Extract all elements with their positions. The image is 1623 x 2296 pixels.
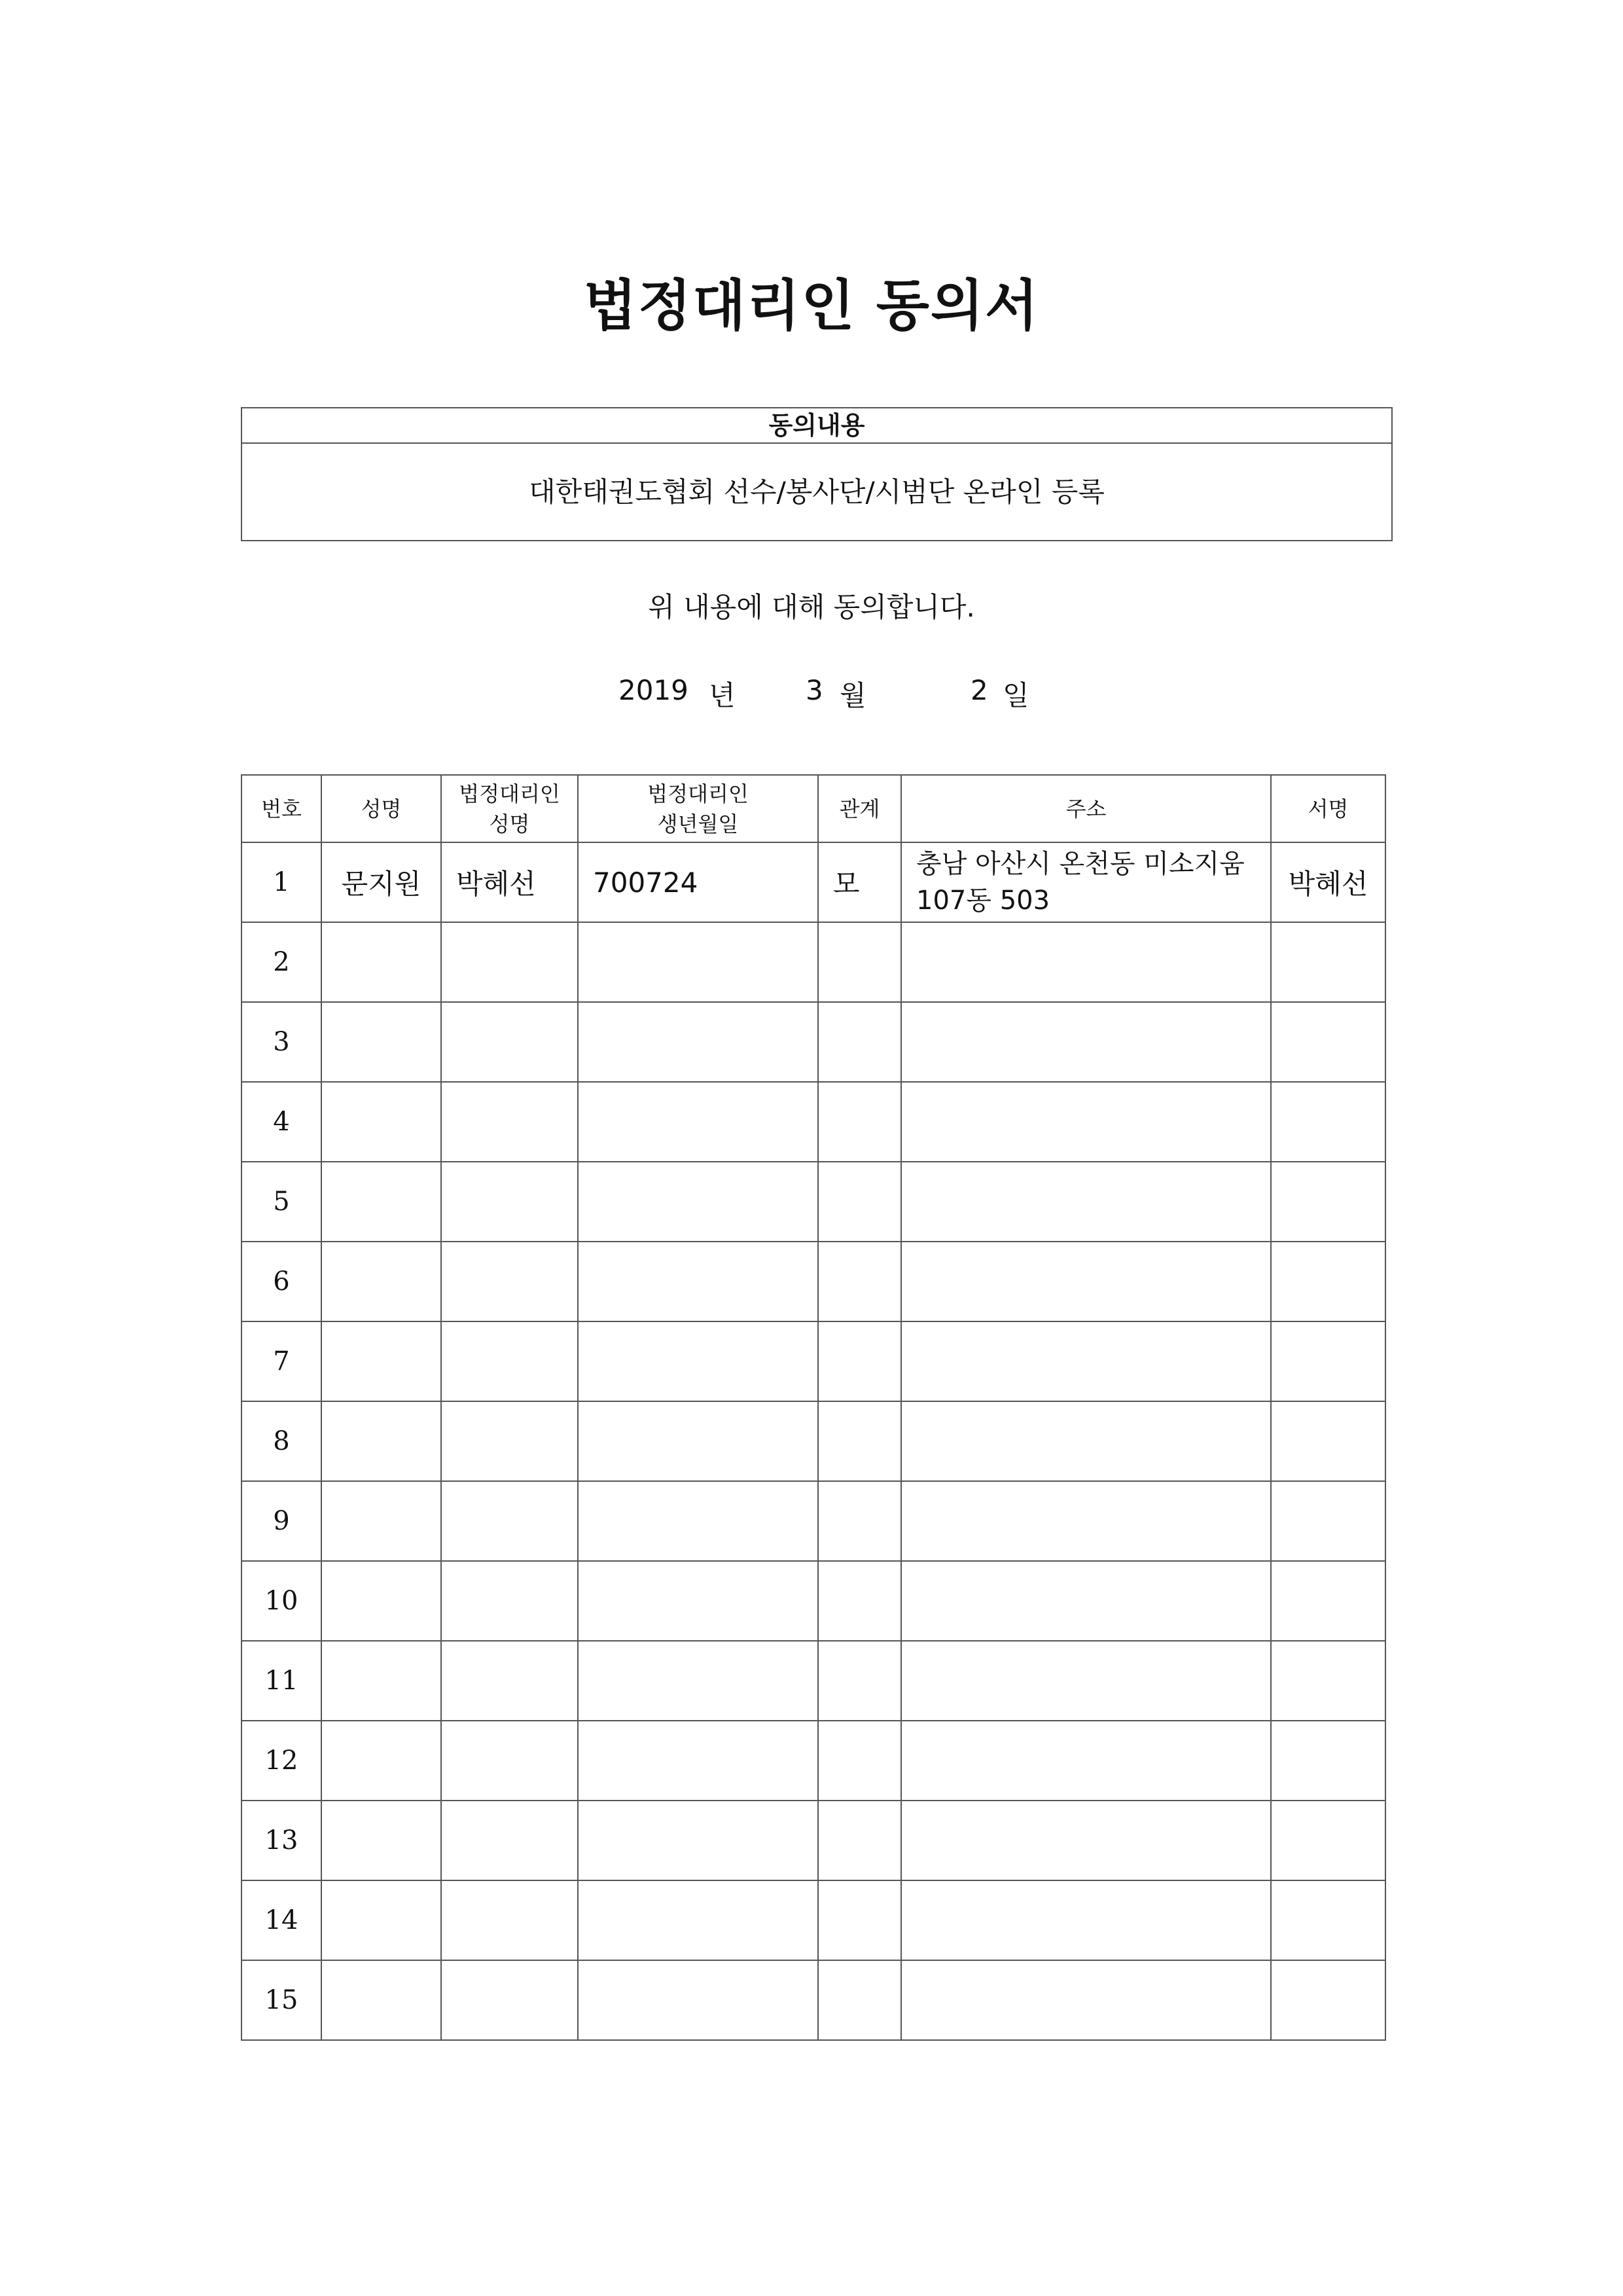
row-name <box>321 1880 441 1960</box>
header-guardian-birth-line2: 생년월일 <box>657 811 739 836</box>
row-address <box>901 1481 1271 1561</box>
row-guardian-name <box>441 1801 578 1880</box>
row-guardian-birth <box>578 1002 818 1082</box>
row-no: 15 <box>241 1960 321 2040</box>
row-relation <box>818 1641 901 1721</box>
row-name <box>321 1401 441 1481</box>
header-signature: 서명 <box>1271 775 1385 842</box>
row-relation <box>818 1561 901 1641</box>
table-header-row <box>241 775 1385 842</box>
row-no: 5 <box>241 1162 321 1242</box>
header-guardian-name-line2: 성명 <box>489 811 530 836</box>
row-guardian-name <box>441 1561 578 1641</box>
row-address <box>901 1242 1271 1321</box>
agreement-statement: 위 내용에 대해 동의합니다. <box>648 591 975 623</box>
row-relation <box>818 1960 901 2040</box>
row-relation <box>818 922 901 1002</box>
date-day: 2 <box>971 674 988 706</box>
row-relation: 모 <box>818 842 901 922</box>
row-guardian-birth <box>578 1960 818 2040</box>
table-row <box>241 1321 1385 1401</box>
row-signature <box>1271 1321 1385 1401</box>
row-signature <box>1271 1002 1385 1082</box>
row-guardian-birth <box>578 922 818 1002</box>
header-guardian-name-line1: 법정대리인 <box>459 781 560 806</box>
row-no: 6 <box>241 1242 321 1321</box>
row-relation <box>818 1162 901 1242</box>
row-name: 문지원 <box>321 842 441 922</box>
row-guardian-name <box>441 1162 578 1242</box>
row-relation <box>818 1082 901 1162</box>
table-row <box>241 1401 1385 1481</box>
row-no: 11 <box>241 1641 321 1721</box>
row-guardian-birth <box>578 1641 818 1721</box>
table-row <box>241 1801 1385 1880</box>
row-address <box>901 1561 1271 1641</box>
table-row <box>241 1002 1385 1082</box>
table-row <box>241 1242 1385 1321</box>
row-guardian-name <box>441 1002 578 1082</box>
date-year: 2019 <box>618 674 688 706</box>
row-guardian-birth <box>578 1401 818 1481</box>
row-no: 8 <box>241 1401 321 1481</box>
row-name <box>321 1082 441 1162</box>
row-signature <box>1271 1960 1385 2040</box>
consent-body: 대한태권도협회 선수/봉사단/시범단 온라인 등록 <box>529 476 1105 508</box>
date-line <box>0 674 1623 713</box>
date-month: 3 <box>806 674 823 706</box>
row-name <box>321 1242 441 1321</box>
row-signature <box>1271 1561 1385 1641</box>
header-address: 주소 <box>901 775 1271 842</box>
row-address <box>901 1801 1271 1880</box>
row-signature: 박혜선 <box>1271 842 1385 922</box>
row-guardian-name <box>441 1721 578 1801</box>
row-no: 9 <box>241 1481 321 1561</box>
consent-header: 동의내용 <box>242 408 1391 444</box>
row-no: 1 <box>241 842 321 922</box>
row-address <box>901 1880 1271 1960</box>
row-relation <box>818 1481 901 1561</box>
header-guardian-name <box>441 775 578 842</box>
row-no: 13 <box>241 1801 321 1880</box>
row-guardian-name <box>441 922 578 1002</box>
row-signature <box>1271 1880 1385 1960</box>
row-name <box>321 1162 441 1242</box>
header-guardian-birth <box>578 775 818 842</box>
row-signature <box>1271 1641 1385 1721</box>
row-guardian-name <box>441 1641 578 1721</box>
row-relation <box>818 1002 901 1082</box>
row-signature <box>1271 1801 1385 1880</box>
row-guardian-birth <box>578 1880 818 1960</box>
row-relation <box>818 1401 901 1481</box>
row-guardian-birth <box>578 1801 818 1880</box>
date-month-unit: 월 <box>840 679 866 711</box>
row-signature <box>1271 1162 1385 1242</box>
row-name <box>321 922 441 1002</box>
row-address <box>901 1321 1271 1401</box>
row-signature <box>1271 1082 1385 1162</box>
date-day-unit: 일 <box>1003 679 1029 711</box>
row-no: 4 <box>241 1082 321 1162</box>
row-guardian-name <box>441 1880 578 1960</box>
row-address <box>901 922 1271 1002</box>
row-guardian-name <box>441 1242 578 1321</box>
row-signature <box>1271 1721 1385 1801</box>
table-row <box>241 1162 1385 1242</box>
table-row <box>241 1960 1385 2040</box>
row-relation <box>818 1880 901 1960</box>
table-row <box>241 1082 1385 1162</box>
row-address <box>901 1641 1271 1721</box>
row-guardian-birth <box>578 1561 818 1641</box>
header-name: 성명 <box>321 775 441 842</box>
row-name <box>321 1002 441 1082</box>
row-no: 2 <box>241 922 321 1002</box>
row-address <box>901 1082 1271 1162</box>
row-guardian-birth: 700724 <box>578 842 818 922</box>
row-name <box>321 1561 441 1641</box>
row-name <box>321 1641 441 1721</box>
row-signature <box>1271 922 1385 1002</box>
table-row <box>241 1561 1385 1641</box>
row-guardian-birth <box>578 1242 818 1321</box>
header-relation: 관계 <box>818 775 901 842</box>
guardian-table <box>241 774 1386 2041</box>
row-relation <box>818 1721 901 1801</box>
row-guardian-name <box>441 1481 578 1561</box>
row-name <box>321 1960 441 2040</box>
row-guardian-birth <box>578 1481 818 1561</box>
row-guardian-birth <box>578 1721 818 1801</box>
row-no: 12 <box>241 1721 321 1801</box>
row-relation <box>818 1321 901 1401</box>
row-relation <box>818 1801 901 1880</box>
row-no: 3 <box>241 1002 321 1082</box>
date-year-unit: 년 <box>709 679 736 711</box>
row-address <box>901 1401 1271 1481</box>
table-row <box>241 922 1385 1002</box>
row-signature <box>1271 1401 1385 1481</box>
row-guardian-name <box>441 1321 578 1401</box>
row-address <box>901 1162 1271 1242</box>
row-no: 14 <box>241 1880 321 1960</box>
row-name <box>321 1801 441 1880</box>
row-name <box>321 1481 441 1561</box>
row-guardian-name <box>441 1401 578 1481</box>
row-signature <box>1271 1481 1385 1561</box>
row-address <box>901 1002 1271 1082</box>
row-guardian-name <box>441 1960 578 2040</box>
row-guardian-birth <box>578 1321 818 1401</box>
table-row <box>241 1641 1385 1721</box>
table-row <box>241 842 1385 922</box>
row-guardian-birth <box>578 1082 818 1162</box>
row-signature <box>1271 1242 1385 1321</box>
table-row <box>241 1481 1385 1561</box>
row-guardian-name <box>441 1082 578 1162</box>
row-no: 7 <box>241 1321 321 1401</box>
header-no: 번호 <box>241 775 321 842</box>
row-address <box>901 1721 1271 1801</box>
row-guardian-name: 박혜선 <box>441 842 578 922</box>
row-name <box>321 1721 441 1801</box>
row-address <box>901 1960 1271 2040</box>
row-no: 10 <box>241 1561 321 1641</box>
consent-box <box>241 407 1393 541</box>
row-guardian-birth <box>578 1162 818 1242</box>
row-address: 충남 아산시 온천동 미소지움 107동 503 <box>901 842 1271 922</box>
table-row <box>241 1721 1385 1801</box>
table-row <box>241 1880 1385 1960</box>
row-relation <box>818 1242 901 1321</box>
page-title: 법정대리인 동의서 <box>583 274 1040 338</box>
row-name <box>321 1321 441 1401</box>
header-guardian-birth-line1: 법정대리인 <box>647 781 749 806</box>
